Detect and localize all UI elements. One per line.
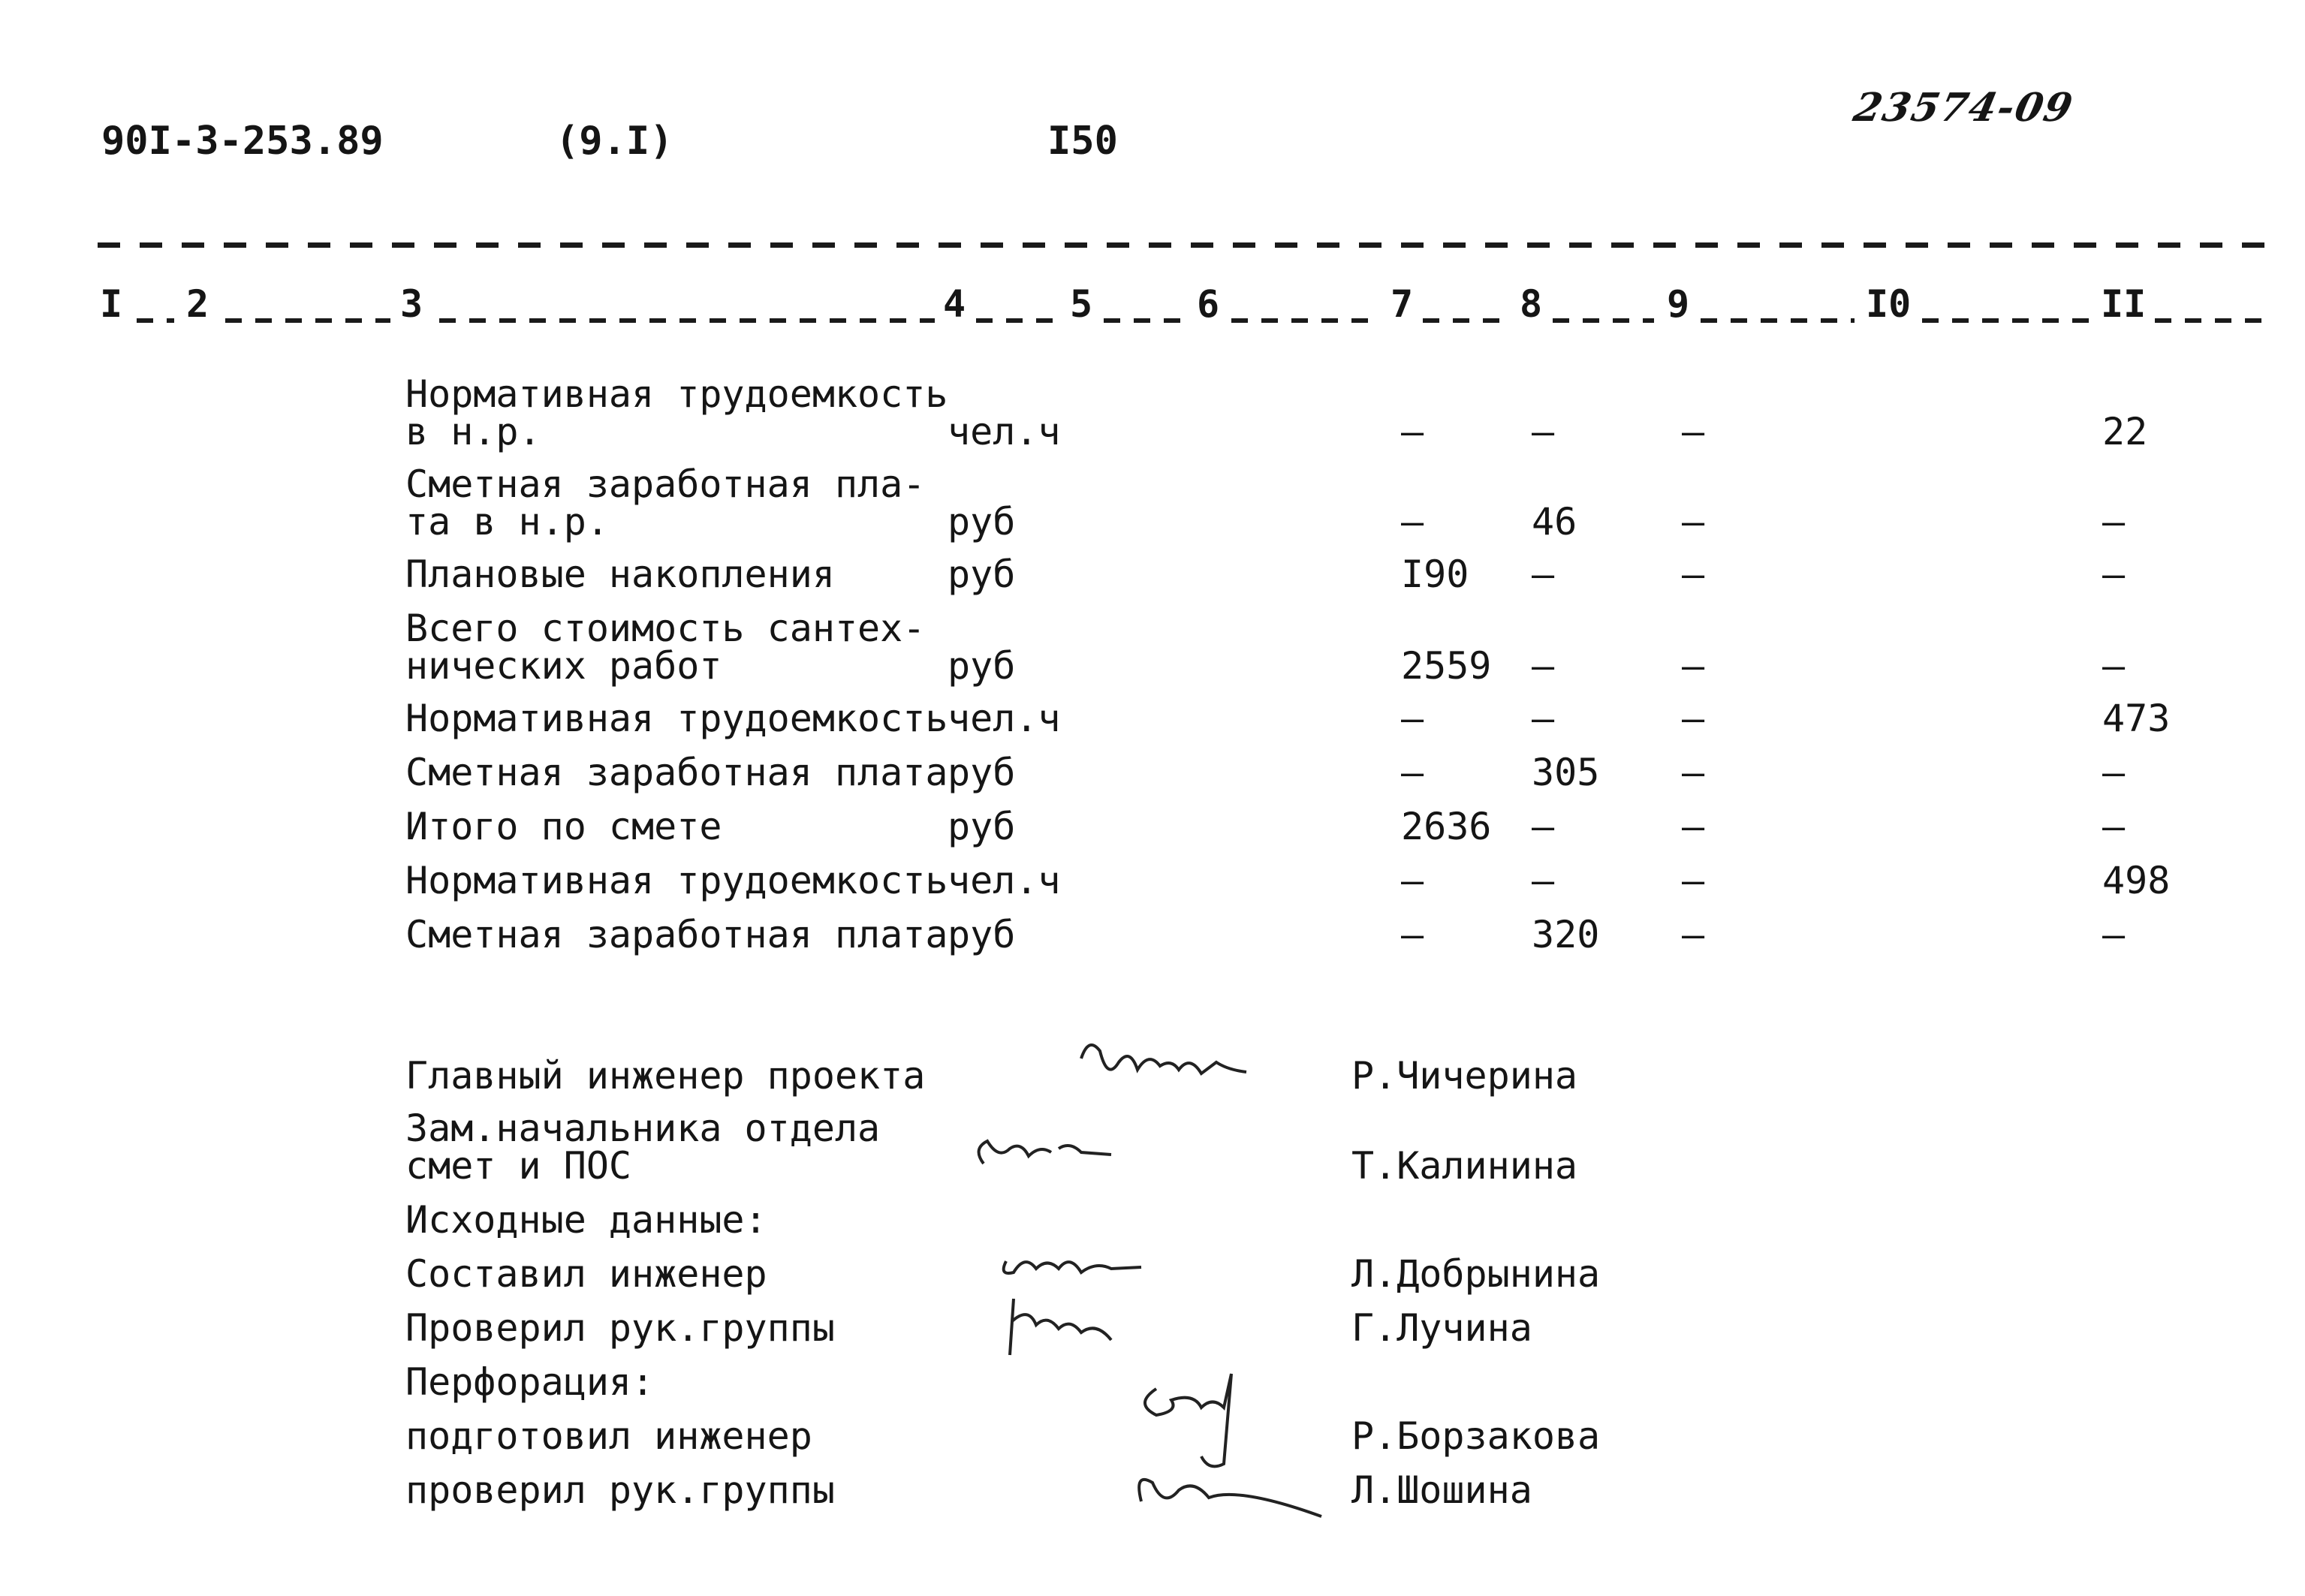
row-label: Итого по смете <box>405 805 722 848</box>
cell-col9: – <box>1682 410 1705 453</box>
cell-col11: 498 <box>2102 859 2171 902</box>
column-number: I0 <box>1866 282 1912 326</box>
column-separator <box>225 318 390 323</box>
signer-role: Зам.начальника отдела <box>405 1107 881 1150</box>
cell-col9: – <box>1682 805 1705 848</box>
column-separator <box>976 318 1059 323</box>
signer-role: подготовил инженер <box>405 1414 812 1458</box>
cell-col9: – <box>1682 553 1705 596</box>
row-unit: руб <box>948 644 1016 688</box>
cell-col9: – <box>1682 697 1705 740</box>
column-separator <box>1423 318 1509 323</box>
cell-col9: – <box>1682 644 1705 688</box>
cell-col8: 46 <box>1532 500 1577 544</box>
column-separator <box>1231 318 1381 323</box>
row-label: в н.р. <box>405 410 541 453</box>
signature-borzakova <box>1111 1359 1336 1531</box>
signer-role: смет и ПОС <box>405 1144 632 1188</box>
row-label: нических работ <box>405 644 722 688</box>
cell-col9: – <box>1682 751 1705 794</box>
cell-col8: – <box>1532 697 1555 740</box>
row-unit: руб <box>948 751 1016 794</box>
column-separator <box>1701 318 1855 323</box>
row-label: Нормативная трудоемкость <box>405 697 948 740</box>
cell-col11: – <box>2102 913 2126 956</box>
cell-col9: – <box>1682 859 1705 902</box>
column-separator <box>1553 318 1654 323</box>
cell-col11: 473 <box>2102 697 2171 740</box>
cell-col7: – <box>1401 697 1424 740</box>
cell-col8: – <box>1532 805 1555 848</box>
signature-chicherina <box>1066 1028 1261 1104</box>
column-number: 9 <box>1667 282 1690 326</box>
cell-col8: – <box>1532 644 1555 688</box>
column-number: 5 <box>1070 282 1093 326</box>
cell-col8: – <box>1532 859 1555 902</box>
cell-col11: 22 <box>2102 410 2148 453</box>
cell-col11: – <box>2102 751 2126 794</box>
cell-col7: – <box>1401 410 1424 453</box>
cell-col8: – <box>1532 553 1555 596</box>
row-label: та в н.р. <box>405 500 609 544</box>
row-label: Сметная заработная плата <box>405 751 948 794</box>
column-number: II <box>2101 282 2147 326</box>
column-number: 4 <box>943 282 966 326</box>
cell-col7: 2559 <box>1401 644 1492 688</box>
cell-col11: – <box>2102 644 2126 688</box>
signer-name: Р.Борзакова <box>1351 1414 1601 1458</box>
signer-role: Составил инженер <box>405 1252 767 1296</box>
cell-col8: 320 <box>1532 913 1600 956</box>
page-number: I50 <box>1047 119 1118 164</box>
stamp-number: 23574-09 <box>1849 85 2078 131</box>
row-unit: чел.ч <box>948 697 1061 740</box>
row-label: Всего стоимость сантех- <box>405 607 926 650</box>
column-number: 2 <box>186 282 209 326</box>
top-dashed-rule <box>98 242 2275 248</box>
row-label: Сметная заработная плата <box>405 913 948 956</box>
cell-col7: 2636 <box>1401 805 1492 848</box>
signature-luchina <box>991 1284 1171 1366</box>
column-number: 3 <box>400 282 423 326</box>
signer-name: Г.Лучина <box>1351 1306 1532 1350</box>
signer-name: Л.Шошина <box>1351 1468 1532 1512</box>
column-number: I <box>100 282 123 326</box>
cell-col7: I90 <box>1401 553 1469 596</box>
signer-role: Проверил рук.группы <box>405 1306 835 1350</box>
section-label: Перфорация: <box>405 1360 655 1404</box>
row-label: Сметная заработная пла- <box>405 462 926 506</box>
row-unit: руб <box>948 913 1016 956</box>
column-separator <box>2155 318 2275 323</box>
column-separator <box>1922 318 2091 323</box>
cell-col9: – <box>1682 500 1705 544</box>
signer-name: Р.Чичерина <box>1351 1054 1578 1098</box>
cell-col7: – <box>1401 913 1424 956</box>
row-unit: чел.ч <box>948 410 1061 453</box>
signer-name: Л.Добрынина <box>1351 1252 1601 1296</box>
row-label: Нормативная трудоемкость <box>405 372 948 416</box>
cell-col11: – <box>2102 500 2126 544</box>
column-separator <box>137 318 174 323</box>
row-label: Нормативная трудоемкость <box>405 859 948 902</box>
column-number: 7 <box>1391 282 1414 326</box>
row-unit: руб <box>948 500 1016 544</box>
cell-col8: – <box>1532 410 1555 453</box>
signature-kalinina <box>961 1119 1156 1186</box>
cell-col7: – <box>1401 500 1424 544</box>
cell-col9: – <box>1682 913 1705 956</box>
cell-col8: 305 <box>1532 751 1600 794</box>
cell-col11: – <box>2102 805 2126 848</box>
signer-role: проверил рук.группы <box>405 1468 835 1512</box>
row-unit: руб <box>948 553 1016 596</box>
column-separator <box>1104 318 1186 323</box>
cell-col7: – <box>1401 751 1424 794</box>
cell-col11: – <box>2102 553 2126 596</box>
section-number: (9.I) <box>556 119 673 164</box>
row-label: Плановые накопления <box>405 553 835 596</box>
section-label: Исходные данные: <box>405 1198 767 1242</box>
cell-col7: – <box>1401 859 1424 902</box>
document-code: 90I-3-253.89 <box>101 119 384 164</box>
row-unit: чел.ч <box>948 859 1061 902</box>
column-number: 8 <box>1520 282 1543 326</box>
signer-role: Главный инженер проекта <box>405 1054 926 1098</box>
column-number: 6 <box>1197 282 1220 326</box>
signer-name: Т.Калинина <box>1351 1144 1578 1188</box>
row-unit: руб <box>948 805 1016 848</box>
column-separator <box>439 318 935 323</box>
